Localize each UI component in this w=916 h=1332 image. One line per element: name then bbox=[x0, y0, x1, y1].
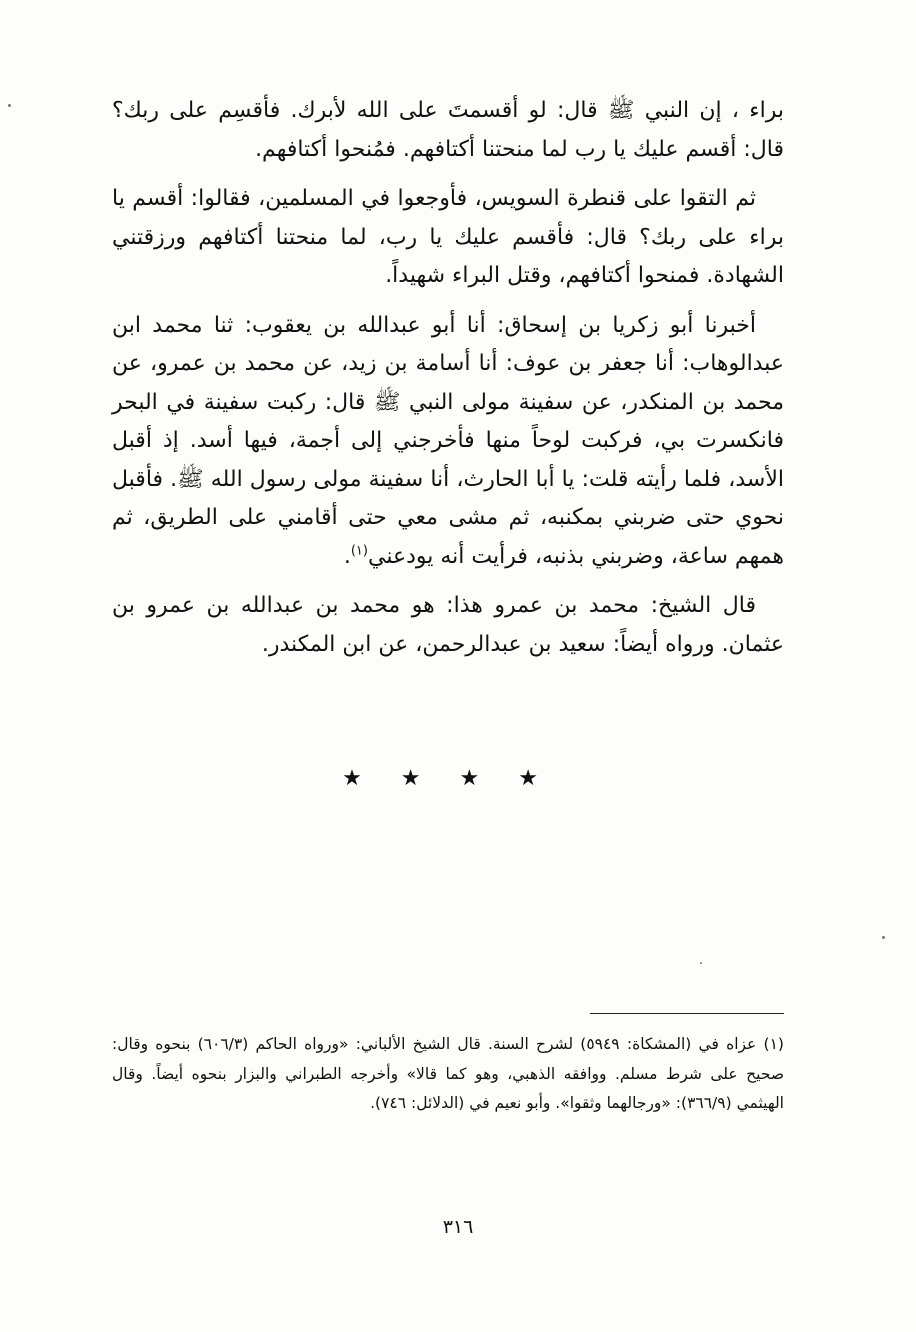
paragraph-1: براء ، إن النبي ﷺ قال: لو أقسمتَ على الله لأبرك. فأقسِم على ربك؟ قال: أقسم عليك يا رب لما منحتنا أكتافهم. فمُنحوا أكتافهم. bbox=[112, 98, 784, 162]
footnote-divider bbox=[590, 1013, 784, 1014]
footnote-text: عزاه في (المشكاة: ٥٩٤٩) لشرح السنة. قال الشيخ الألباني: «ورواه الحاكم (٦٠٦/٣) بنحوه وقال: صحيح على شرط مسلم. ووافقه الذهبي، وهو كما قالا» وأخرجه الطبراني والبزار بنحوه أيضاً. وقال الهيثمي (٣٦٦/٩): «ورجالهما وثقوا». وأبو نعيم في (الدلائل: ٧٤٦). bbox=[112, 1035, 784, 1112]
main-text-block bbox=[112, 92, 784, 675]
footnotes-block bbox=[112, 1030, 784, 1119]
footnote-number: (١) bbox=[763, 1035, 784, 1053]
page-number: ٣١٦ bbox=[442, 1216, 474, 1238]
scan-speck bbox=[8, 104, 11, 107]
section-separator: ★ ★ ★ ★ bbox=[342, 766, 554, 791]
paragraph-3-end: . bbox=[343, 543, 351, 569]
paragraph-4: قال الشيخ: محمد بن عمرو هذا: هو محمد بن عبدالله بن عمرو بن عثمان. ورواه أيضاً: سعيد بن عبدالرحمن، عن ابن المكندر. bbox=[112, 593, 784, 657]
paragraph-3-text: أخبرنا أبو زكريا بن إسحاق: أنا أبو عبدالله بن يعقوب: ثنا محمد ابن عبدالوهاب: أنا جعفر بن عوف: أنا أسامة بن زيد، عن محمد بن عمرو، عن محمد بن المنكدر، عن سفينة مولى النبي ﷺ قال: ركبت سفينة في البحر فانكسرت بي، فركبت لوحاً منها فأخرجني إلى أجمة، فيها أسد. إذ أقبل الأسد، فلما رأيته قلت: يا أبا الحارث، أنا سفينة مولى رسول الله ﷺ. فأقبل نحوي حتى ضربني بمكنبه، ثم مشى معي حتى أقامني على الطريق، ثم همهم ساعة، وضربني بذنبه، فرأيت أنه يودعني bbox=[112, 312, 784, 569]
paragraph-2: ثم التقوا على قنطرة السويس، فأوجعوا في المسلمين، فقالوا: أقسم يا براء على ربك؟ قال: فأقسم عليك يا رب، لما منحتنا أكتافهم ورزقتني الشهادة. فمنحوا أكتافهم، وقتل البراء شهيداً. bbox=[112, 186, 784, 288]
footnote-1 bbox=[112, 1030, 784, 1119]
scan-speck bbox=[882, 936, 885, 939]
footnote-reference[interactable]: (١) bbox=[350, 543, 368, 559]
paragraph-3 bbox=[112, 307, 784, 577]
scan-speck bbox=[700, 962, 702, 964]
